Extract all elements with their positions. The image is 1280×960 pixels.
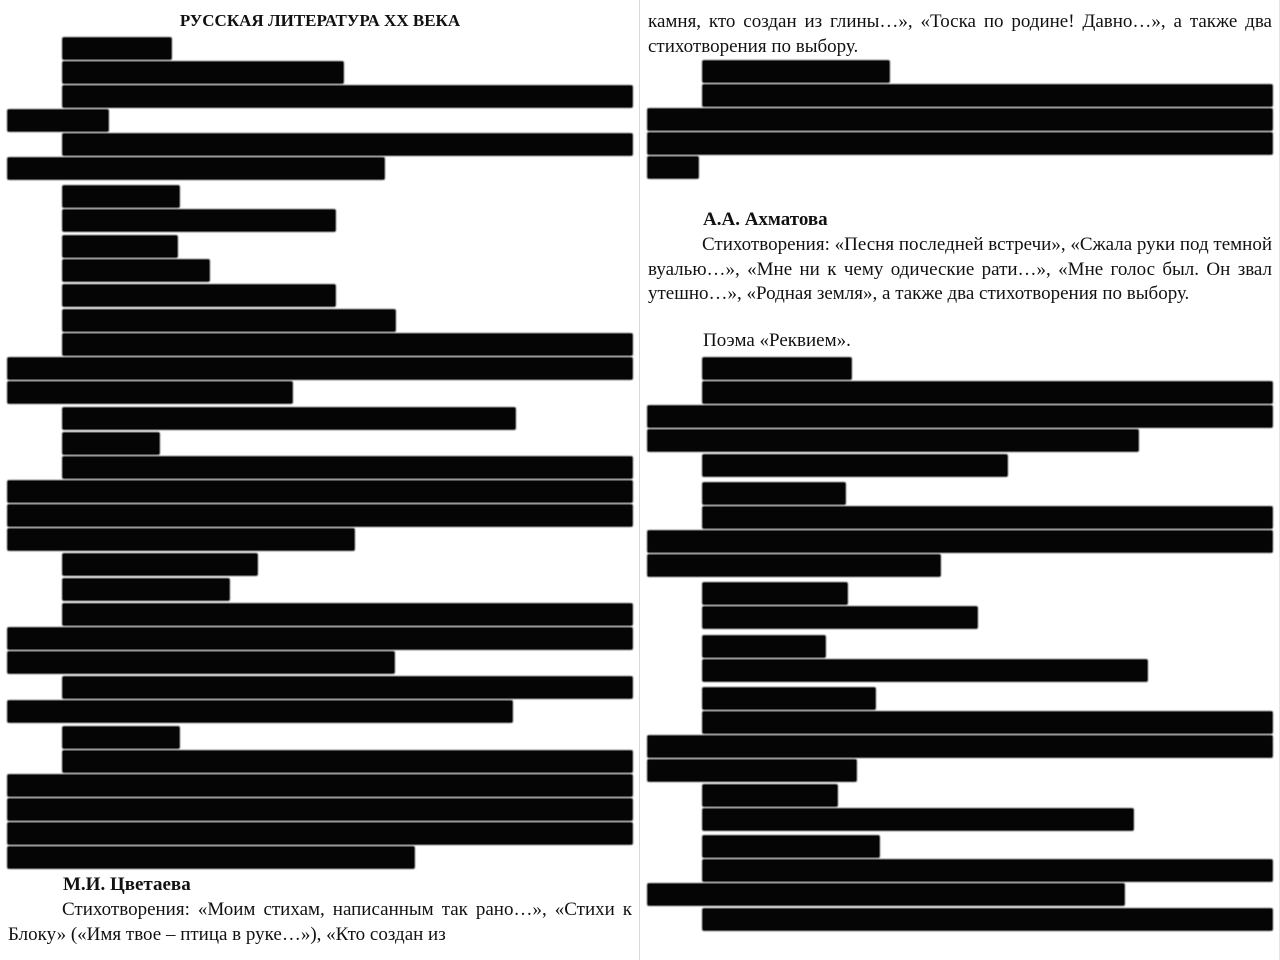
redaction-bar xyxy=(703,455,1007,476)
redaction-bar xyxy=(63,186,179,207)
author-heading-akhmatova: А.А. Ахматова xyxy=(703,209,828,230)
redaction-bar xyxy=(648,760,856,781)
tsvetaeva-poems-continued-text: камня, кто создан из глины…», «Тоска по родине! Давно…», а также два стихотворения по выбору. xyxy=(648,11,1272,57)
redaction-bar xyxy=(63,677,632,698)
redaction-bar xyxy=(63,260,209,281)
redaction-bar xyxy=(63,236,177,257)
redaction-bar xyxy=(63,86,632,107)
redaction-bar xyxy=(63,457,632,478)
redaction-bar xyxy=(703,358,851,379)
redaction-bar xyxy=(703,688,875,709)
right-page xyxy=(640,0,1280,960)
redaction-bar xyxy=(648,109,1272,130)
redaction-bar xyxy=(63,604,632,625)
redaction-bar xyxy=(8,652,394,673)
redaction-bar xyxy=(8,358,632,379)
redaction-bar xyxy=(8,628,632,649)
author-heading-tsvetaeva: М.И. Цветаева xyxy=(63,874,191,895)
redaction-bar xyxy=(63,408,515,429)
redaction-bar xyxy=(63,62,343,83)
redaction-bar xyxy=(8,481,632,502)
redaction-bar xyxy=(8,847,414,868)
redaction-bar xyxy=(648,157,698,178)
redaction-bar xyxy=(648,430,1138,451)
redaction-bar xyxy=(703,85,1272,106)
redaction-bar xyxy=(703,382,1272,403)
redaction-bar xyxy=(703,809,1133,830)
redaction-bar xyxy=(648,884,1124,905)
redaction-bar xyxy=(63,210,335,231)
redaction-bar xyxy=(63,579,229,600)
redaction-bar xyxy=(63,554,257,575)
redaction-bar xyxy=(703,583,847,604)
redaction-bar xyxy=(63,433,159,454)
redaction-bar xyxy=(8,505,632,526)
redaction-bar xyxy=(703,860,1272,881)
redaction-bar xyxy=(703,712,1272,733)
redaction-bar xyxy=(703,785,837,806)
redaction-bar xyxy=(648,133,1272,154)
redaction-bar xyxy=(703,636,825,657)
redaction-bar xyxy=(703,483,845,504)
redaction-bar xyxy=(8,158,384,179)
redaction-bar xyxy=(648,736,1272,757)
redaction-bar xyxy=(8,701,512,722)
tsvetaeva-poems-text: Стихотворения: «Моим стихам, написанным так рано…», «Стихи к Блоку» («Имя твое – птица в руке…»), «Кто создан из xyxy=(8,899,632,945)
document-title: РУССКАЯ ЛИТЕРАТУРА XX ВЕКА xyxy=(179,11,461,30)
redaction-bar xyxy=(8,529,354,550)
redaction-bar xyxy=(63,285,335,306)
redaction-bar xyxy=(703,909,1272,930)
redaction-bar xyxy=(63,134,632,155)
redaction-bar xyxy=(703,507,1272,528)
redaction-bar xyxy=(63,334,632,355)
redaction-bar xyxy=(703,61,889,82)
redaction-bar xyxy=(648,555,940,576)
redaction-bar xyxy=(703,660,1147,681)
redaction-bar xyxy=(703,607,977,628)
redaction-bar xyxy=(8,382,292,403)
redaction-bar xyxy=(8,823,632,844)
redaction-bar xyxy=(703,836,879,857)
redaction-bar xyxy=(8,110,108,131)
redaction-bar xyxy=(8,799,632,820)
redaction-bar xyxy=(63,751,632,772)
redaction-bar xyxy=(8,775,632,796)
redaction-bar xyxy=(63,38,171,59)
redaction-bar xyxy=(63,727,179,748)
akhmatova-poems-text: Стихотворения: «Песня последней встречи», «Сжала руки под темной вуалью…», «Мне ни к чему одические рати…», «Мне голос был. Он звал утешно…», «Родная земля», а также два стихотворения по выбору. xyxy=(648,234,1272,304)
redaction-bar xyxy=(648,531,1272,552)
akhmatova-poema-text: Поэма «Реквием». xyxy=(703,330,851,351)
redaction-bar xyxy=(648,406,1272,427)
redaction-bar xyxy=(63,310,395,331)
